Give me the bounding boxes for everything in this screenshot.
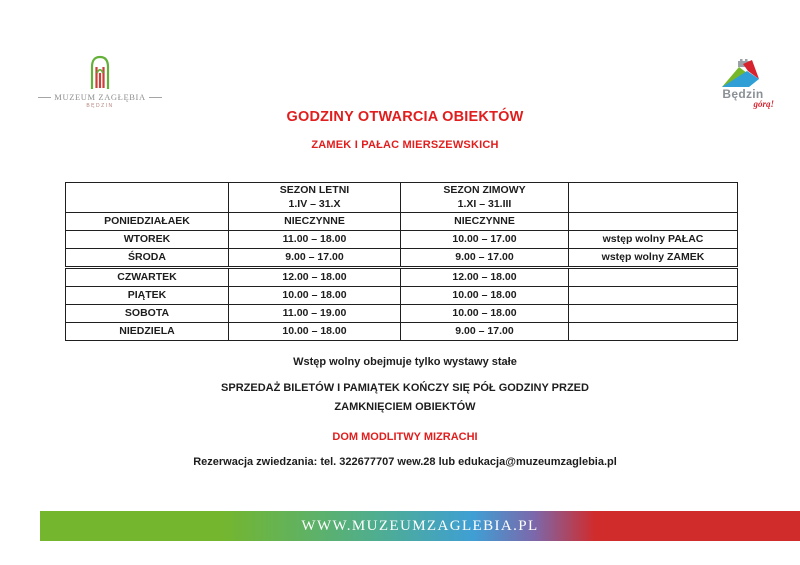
cell-note xyxy=(569,287,738,305)
table-row xyxy=(66,213,738,231)
cell-summer-hours: 10.00 – 18.00 xyxy=(229,287,401,305)
winter-season-label: SEZON ZIMOWY xyxy=(443,184,526,196)
gothic-window-icon xyxy=(88,54,112,90)
summer-season-dates: 1.IV – 31.X xyxy=(288,197,341,210)
city-logo xyxy=(710,58,776,109)
cell-summer-hours: 11.00 – 19.00 xyxy=(229,305,401,323)
cell-note xyxy=(569,268,738,287)
cell-winter-hours: 10.00 – 17.00 xyxy=(401,231,569,249)
cell-day: PIĄTEK xyxy=(66,287,229,305)
cell-summer-hours: 11.00 – 18.00 xyxy=(229,231,401,249)
table-header-row xyxy=(66,183,738,213)
cell-day: SOBOTA xyxy=(66,305,229,323)
cell-summer-hours: 10.00 – 18.00 xyxy=(229,323,401,341)
header-cell-summer xyxy=(229,183,401,213)
header-cell-winter xyxy=(401,183,569,213)
cell-day: CZWARTEK xyxy=(66,268,229,287)
table-row xyxy=(66,305,738,323)
museum-logo xyxy=(40,54,160,109)
cell-winter-hours: 10.00 – 18.00 xyxy=(401,287,569,305)
table-row xyxy=(66,323,738,341)
ticket-sales-note-line2: ZAMKNIĘCIEM OBIEKTÓW xyxy=(334,401,476,413)
opening-hours-table xyxy=(65,182,738,341)
table-row xyxy=(66,249,738,268)
page-subtitle: ZAMEK I PAŁAC MIERSZEWSKICH xyxy=(311,139,499,151)
mizrachi-house-title: DOM MODLITWY MIZRACHI xyxy=(332,431,478,443)
header-cell-note xyxy=(569,183,738,213)
cell-summer-hours: NIECZYNNE xyxy=(229,213,401,231)
cell-day: WTOREK xyxy=(66,231,229,249)
cell-note: wstęp wolny ZAMEK xyxy=(569,249,738,268)
page-title: GODZINY OTWARCIA OBIEKTÓW xyxy=(286,109,524,125)
cell-day: PONIEDZIAŁAEK xyxy=(66,213,229,231)
cell-day: ŚRODA xyxy=(66,249,229,268)
table-row xyxy=(66,287,738,305)
summer-season-label: SEZON LETNI xyxy=(279,184,350,196)
city-logo-slogan: górą! xyxy=(753,99,774,109)
right-rule xyxy=(149,97,162,98)
winter-season-dates: 1.XI – 31.III xyxy=(457,197,512,210)
footer-gradient-bar xyxy=(40,511,800,541)
cell-note xyxy=(569,323,738,341)
cell-winter-hours: 10.00 – 18.00 xyxy=(401,305,569,323)
free-entry-note: Wstęp wolny obejmuje tylko wystawy stałe xyxy=(293,356,517,368)
header-cell-empty xyxy=(66,183,229,213)
cell-summer-hours: 9.00 – 17.00 xyxy=(229,249,401,268)
cell-day: NIEDZIELA xyxy=(66,323,229,341)
cell-note xyxy=(569,305,738,323)
museum-logo-name: MUZEUM ZAGŁĘBIA xyxy=(54,92,146,102)
city-logo-name: Będzin xyxy=(722,87,764,101)
cell-winter-hours: 12.00 – 18.00 xyxy=(401,268,569,287)
cell-winter-hours: NIECZYNNE xyxy=(401,213,569,231)
website-link[interactable]: WWW.MUZEUMZAGLEBIA.PL xyxy=(301,518,539,534)
ticket-sales-note-line1: SPRZEDAŻ BILETÓW I PAMIĄTEK KOŃCZY SIĘ PÓŁ GODZINY PRZED xyxy=(221,382,589,394)
cell-note xyxy=(569,213,738,231)
cell-summer-hours: 12.00 – 18.00 xyxy=(229,268,401,287)
museum-logo-subtext: BĘDZIN xyxy=(86,103,114,109)
museum-logo-nameplate xyxy=(38,92,161,102)
left-rule xyxy=(38,97,51,98)
cell-winter-hours: 9.00 – 17.00 xyxy=(401,323,569,341)
table-row xyxy=(66,231,738,249)
reservation-contact-line: Rezerwacja zwiedzania: tel. 322677707 wew.28 lub edukacja@muzeumzaglebia.pl xyxy=(193,456,617,468)
cell-winter-hours: 9.00 – 17.00 xyxy=(401,249,569,268)
table-row xyxy=(66,268,738,287)
cell-note: wstęp wolny PAŁAC xyxy=(569,231,738,249)
